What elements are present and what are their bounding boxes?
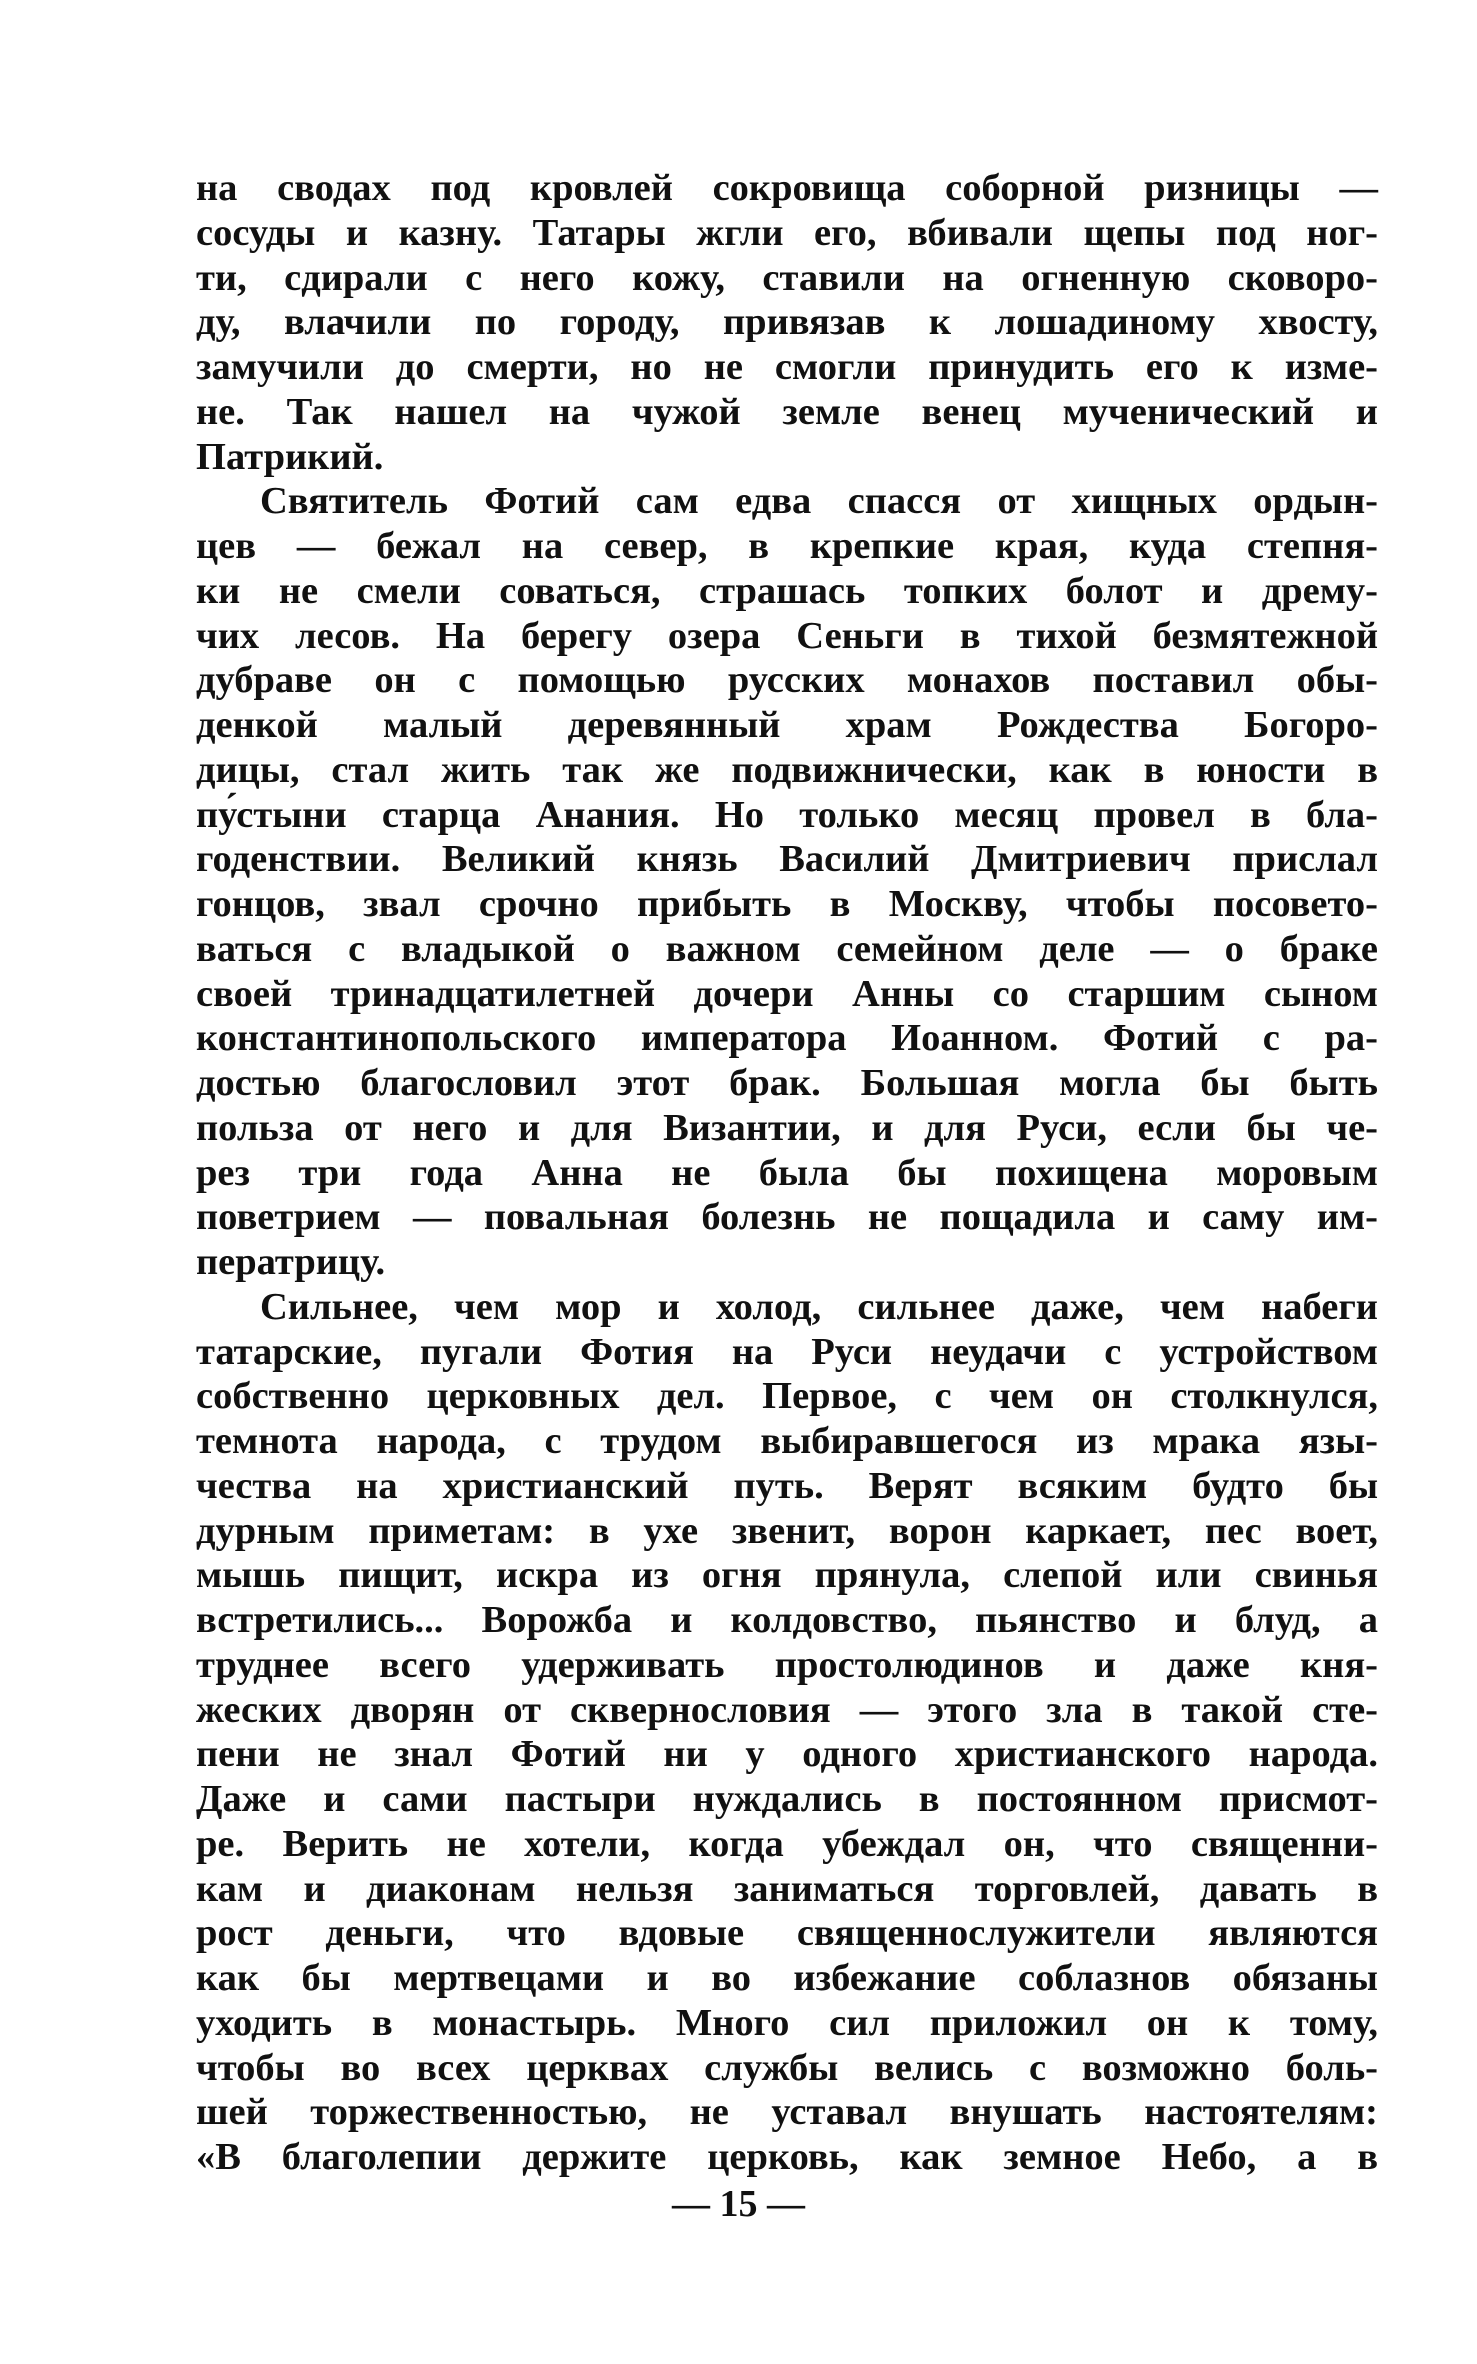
paragraph <box>196 479 1378 1285</box>
text-line: ре. Верить не хотели, когда убеждал он, что священни- <box>196 1822 1378 1865</box>
text-line: чества на христианский путь. Верят всяким будто бы <box>196 1464 1378 1507</box>
text-line: собственно церковных дел. Первое, с чем он столкнулся, <box>196 1375 1378 1418</box>
text-line: кам и диаконам нельзя заниматься торговлей, давать в <box>196 1867 1378 1910</box>
text-line: Патрикий. <box>196 435 384 478</box>
text-line: Святитель Фотий сам едва спасся от хищных ордын- <box>260 480 1378 523</box>
text-line: татарские, пугали Фотия на Руси неудачи с устройством <box>196 1330 1378 1373</box>
text-line: рез три года Анна не была бы похищена моровым <box>196 1151 1378 1194</box>
text-line: Даже и сами пастыри нуждались в постоянном присмот- <box>196 1778 1378 1820</box>
paragraph <box>196 166 1378 479</box>
text-line: уходить в монастырь. Много сил приложил он к тому, <box>196 2001 1378 2044</box>
text-line: встретились... Ворожба и колдовство, пьянство и блуд, а <box>196 1599 1378 1641</box>
text-line: поветрием — повальная болезнь не пощадила и саму им- <box>196 1196 1378 1239</box>
text-line: «В благолепии держите церковь, как земное Небо, а в <box>196 2136 1378 2178</box>
text-line: чтобы во всех церквах службы велись с возможно боль- <box>196 2046 1378 2089</box>
text-line: пени не знал Фотий ни у одного христианского народа. <box>196 1733 1378 1776</box>
paragraph <box>196 1285 1378 2180</box>
text-line: не. Так нашел на чужой земле венец мученический и <box>196 390 1378 433</box>
text-line: чих лесов. На берегу озера Сеньги в тихой безмятежной <box>196 614 1378 657</box>
text-line: труднее всего удерживать простолюдинов и даже кня- <box>196 1643 1378 1686</box>
text-line: гонцов, звал срочно прибыть в Москву, чтобы посовето- <box>196 883 1378 925</box>
text-line: на сводах под кровлей сокровища соборной ризницы — <box>196 167 1378 209</box>
text-line: жеских дворян от сквернословия — этого зла в такой сте- <box>196 1688 1378 1731</box>
text-line: пу́стыни старца Анания. Но только месяц провел в бла- <box>196 793 1378 836</box>
text-line: дурным приметам: в ухе звенит, ворон каркает, пес воет, <box>196 1509 1378 1552</box>
text-line: как бы мертвецами и во избежание соблазнов обязаны <box>196 1957 1378 1999</box>
text-line: мышь пищит, искра из огня прянула, слепой или свинья <box>196 1554 1378 1597</box>
text-line: ду, влачили по городу, привязав к лошадиному хвосту, <box>196 301 1378 344</box>
text-line: ваться с владыкой о важном семейном деле — о браке <box>196 927 1378 970</box>
text-line: темнота народа, с трудом выбиравшегося из мрака язы- <box>196 1420 1378 1462</box>
text-line: шей торжественностью, не уставал внушать настоятелям: <box>196 2091 1378 2134</box>
text-line: сосуды и казну. Татары жгли его, вбивали щепы под ног- <box>196 211 1378 254</box>
text-line: польза от него и для Византии, и для Руси, если бы че- <box>196 1106 1378 1149</box>
text-line: ки не смели соваться, страшась топких болот и дрему- <box>196 569 1378 612</box>
text-line: дицы, стал жить так же подвижнически, как в юности в <box>196 748 1378 791</box>
text-line: Сильнее, чем мор и холод, сильнее даже, чем набеги <box>260 1285 1378 1328</box>
text-line: денкой малый деревянный храм Рождества Богоро- <box>196 704 1378 746</box>
text-line: ти, сдирали с него кожу, ставили на огненную сковоро- <box>196 256 1378 299</box>
body-text <box>196 166 1378 2180</box>
text-line: ператрицу. <box>196 1241 386 1283</box>
text-line: цев — бежал на север, в крепкие края, куда степня- <box>196 525 1378 567</box>
text-line: достью благословил этот брак. Большая могла бы быть <box>196 1062 1378 1104</box>
text-line: дубраве он с помощью русских монахов поставил обы- <box>196 659 1378 702</box>
text-line: своей тринадцатилетней дочери Анны со старшим сыном <box>196 972 1378 1015</box>
page-number: — 15 — <box>672 2183 805 2225</box>
text-line: константинопольского императора Иоанном. Фотий с ра- <box>196 1017 1378 1060</box>
text-line: замучили до смерти, но не смогли принудить его к изме- <box>196 346 1378 388</box>
text-line: годенствии. Великий князь Василий Дмитриевич прислал <box>196 838 1378 881</box>
text-line: рост деньги, что вдовые священнослужители являются <box>196 1912 1378 1955</box>
